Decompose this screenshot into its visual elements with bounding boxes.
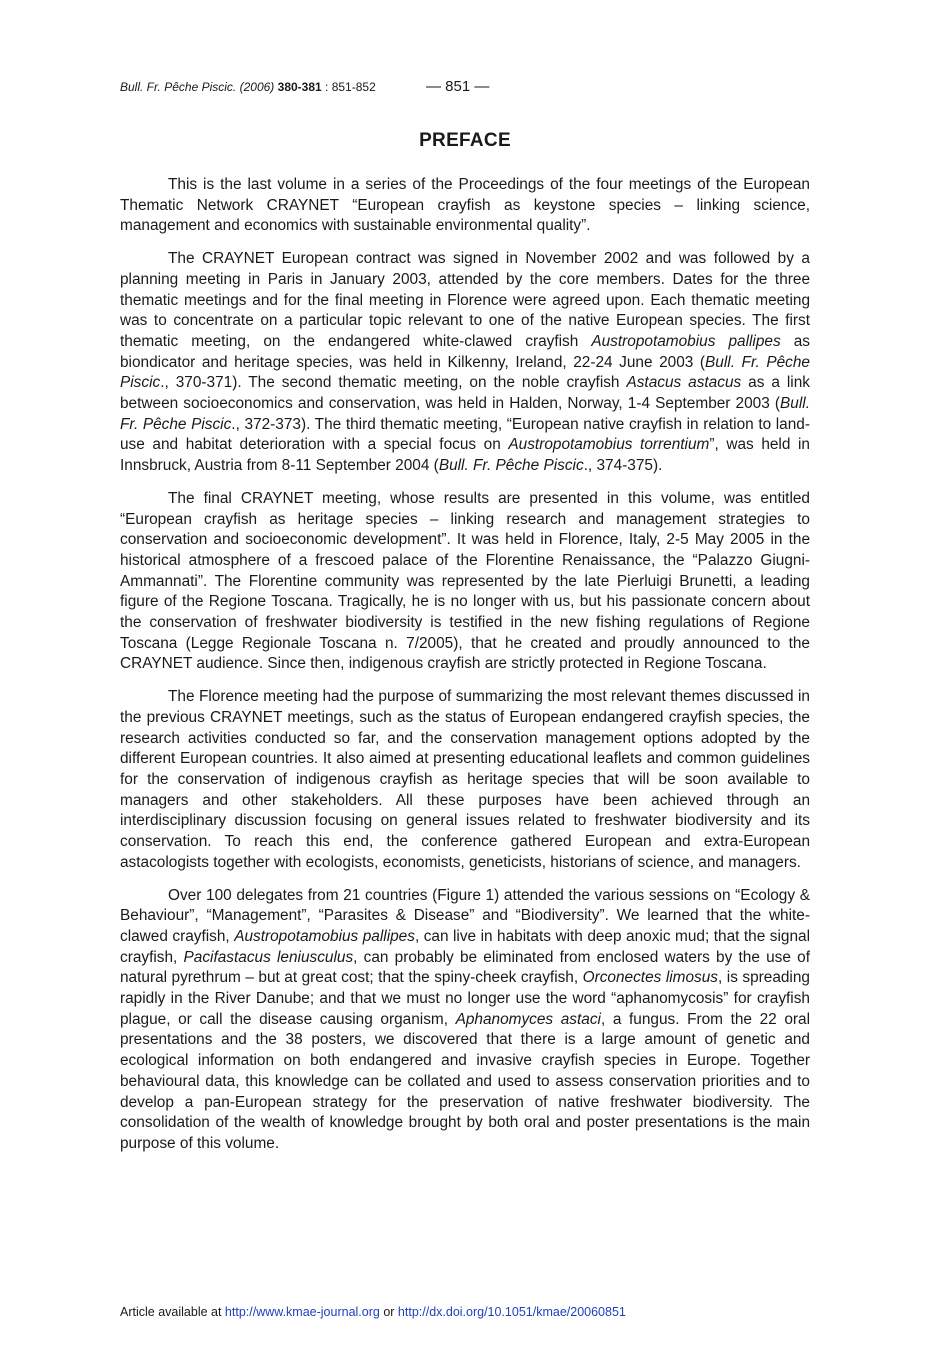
body-text — [120, 175, 810, 1167]
italic-term: Pacifastacus leniusculus — [183, 948, 354, 966]
journal-name: Bull. Fr. Pêche Piscic. — [120, 80, 237, 94]
text-run: as biondicator and heritage species, was held in Kilkenny, Ireland, 22-24 June 2003 ( — [120, 332, 810, 371]
italic-term: Bull. Fr. Pêche Piscic — [120, 395, 810, 433]
italic-term: Austropotamobius pallipes — [234, 927, 415, 945]
footer-middle: or — [379, 1305, 398, 1319]
body-paragraph — [120, 175, 810, 237]
doi-link[interactable]: http://dx.doi.org/10.1051/kmae/20060851 — [397, 1305, 626, 1319]
text-run: ., 374-375). — [583, 457, 663, 475]
page-number: — 851 — — [426, 78, 490, 95]
text-run: The Florence meeting had the purpose of summarizing the most relevant themes discussed in the previous CRAYNET meetings, such as the status of European endangered crayfish species, the research activities conducted so far, and the conservation management options adopted by the different European countries. It also aimed at presenting educational leaflets and common guidelines for the conservation of indigenous crayfish as heritage species that will be soon available to managers and other stakeholders. All these purposes have been achieved through an interdisciplinary discussion focusing on general issues related to freshwater biodiversity and its conservation. To reach this end, the conference gathered European and extra-European astacologists together with ecologists, economists, geneticists, historians of science, and managers. — [120, 688, 810, 871]
journal-volume: 380-381 — [277, 80, 322, 94]
body-paragraph — [120, 249, 810, 477]
italic-term: Austropotamobius torrentium — [508, 436, 710, 454]
text-run: , can live in habitats with deep anoxic mud; that the signal crayfish, — [120, 927, 810, 966]
italic-term: Astacus astacus — [626, 374, 742, 392]
body-paragraph — [120, 489, 810, 675]
text-run: , can probably be eliminated from enclosed waters by the use of natural pyrethrum – but at great cost; that the spiny-cheek crayfish, — [120, 948, 810, 987]
text-run: The final CRAYNET meeting, whose results are presented in this volume, was entitled “European crayfish as heritage species – linking research and management strategies to conservation and socioeconomic development”. It was held in Florence, Italy, 2-5 May 2005 in the historical atmosphere of a frescoed palace of the Florentine Renaissance, the “Palazzo Giugni-Ammannati”. The Florentine community was represented by the late Pierluigi Brunetti, a leading figure of the Regione Toscana. Tragically, he is no longer with us, but his passionate concern about the conservation of freshwater biodiversity is testified in the new fishing regulations of Regione Toscana (Legge Regionale Toscana n. 7/2005), that he created and proudly announced to the CRAYNET audience. Since then, indigenous crayfish are strictly protected in Regione Toscana. — [120, 489, 810, 673]
italic-term: Orconectes limosus — [582, 969, 718, 987]
page-title: PREFACE — [419, 130, 511, 151]
text-run: , is spreading rapidly in the River Danube; and that we must no longer use the word “aphanomycosis” for crayfish plague, or call the disease causing organism, — [120, 969, 810, 1028]
footer-prefix: Article available at — [120, 1305, 225, 1319]
italic-term: Bull. Fr. Pêche Piscic — [438, 457, 584, 475]
text-run: , a fungus. From the 22 oral presentations and the 38 posters, we discovered that there is a large amount of genetic and ecological information on both endangered and invasive crayfish species in Europe. Together behavioural data, this knowledge can be collated and used to assess conservation priorities and to develop a pan-European strategy for the preservation of native freshwater biodiversity. The consolidation of the wealth of knowledge brought by both oral and poster presentations is the main purpose of this volume. — [120, 1010, 810, 1152]
journal-citation — [120, 80, 376, 94]
body-paragraph — [120, 886, 810, 1155]
journal-link[interactable]: http://www.kmae-journal.org — [224, 1305, 380, 1319]
italic-term: Aphanomyces astaci — [455, 1010, 601, 1028]
text-run: as a link between socioeconomics and conservation, was held in Halden, Norway, 1-4 September 2003 ( — [120, 374, 810, 413]
text-run: The CRAYNET European contract was signed in November 2002 and was followed by a planning meeting in Paris in January 2003, attended by the core members. Dates for the three thematic meetings and for the final meeting in Florence were agreed upon. Each thematic meeting was to concentrate on a particular topic relevant to one of the native European species. The first thematic meeting, on the endangered white-clawed crayfish — [120, 250, 810, 350]
text-run: ., 372-373). The third thematic meeting, “European native crayfish in relation to land-use and habitat deterioration with a special focus on — [120, 415, 810, 454]
italic-term: Austropotamobius pallipes — [591, 332, 781, 350]
running-header — [120, 78, 810, 98]
journal-year: (2006) — [239, 80, 275, 94]
italic-term: Bull. Fr. Pêche Piscic — [120, 353, 810, 392]
body-paragraph — [120, 687, 810, 873]
text-run: ”, was held in Innsbruck, Austria from 8-11 September 2004 ( — [120, 436, 810, 475]
text-run: Over 100 delegates from 21 countries (Figure 1) attended the various sessions on “Ecology & Behaviour”, “Management”, “Parasites & Disease” and “Biodiversity”. We learned that the white-clawed crayfish, — [120, 886, 810, 945]
text-run: ., 370-371). The second thematic meeting, on the noble crayfish — [160, 374, 627, 392]
journal-pages: : 851-852 — [325, 80, 376, 94]
footer-note — [120, 1305, 626, 1319]
text-run: This is the last volume in a series of the Proceedings of the four meetings of the European Thematic Network CRAYNET “European crayfish as keystone species – linking science, management and economics with sustainable environmental quality”. — [120, 176, 810, 235]
